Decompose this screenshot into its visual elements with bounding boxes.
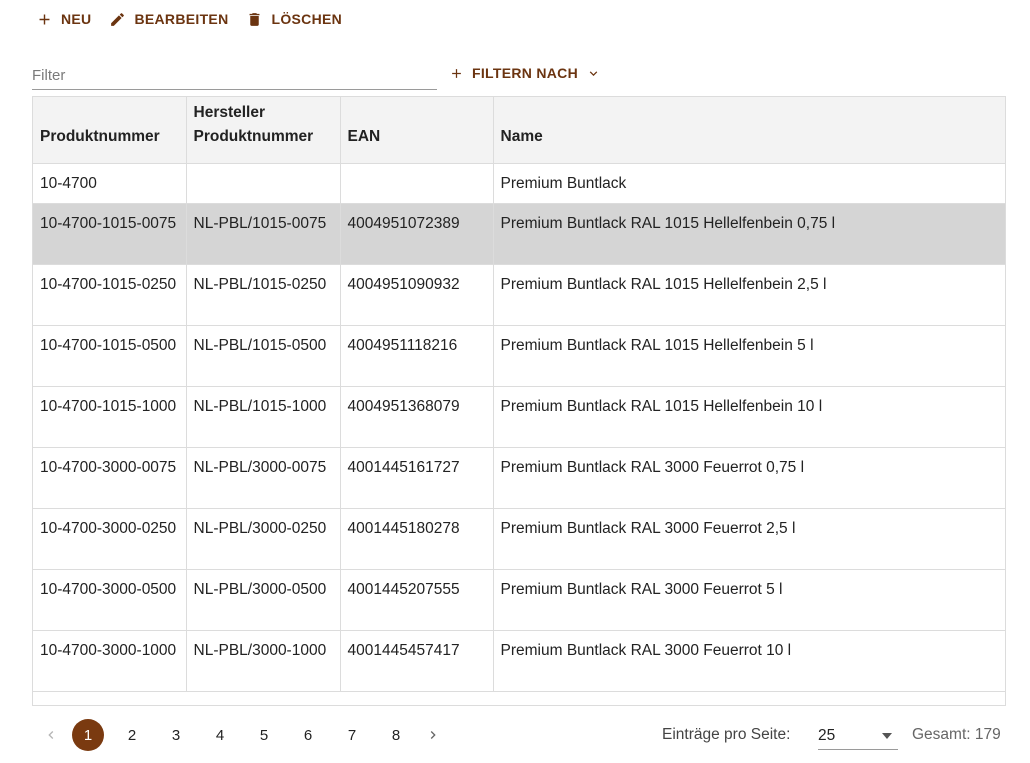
page-button-1[interactable]: 1 bbox=[72, 719, 104, 751]
table-row[interactable] bbox=[33, 325, 1006, 386]
column-header-name[interactable]: Name bbox=[493, 97, 1006, 163]
cell-ean: 4001445180278 bbox=[340, 508, 493, 569]
filter-by-button[interactable] bbox=[449, 62, 601, 84]
table-row[interactable] bbox=[33, 264, 1006, 325]
per-page-label: Einträge pro Seite: bbox=[662, 726, 791, 743]
filter-input[interactable] bbox=[32, 62, 437, 90]
toolbar bbox=[36, 6, 342, 32]
edit-button[interactable] bbox=[109, 11, 228, 28]
total-count: Gesamt: 179 bbox=[912, 726, 1001, 743]
table-row[interactable] bbox=[33, 508, 1006, 569]
cell-ean: 4004951090932 bbox=[340, 264, 493, 325]
cell-hersteller-produktnummer: NL-PBL/1015-0500 bbox=[186, 325, 340, 386]
column-header-produktnummer[interactable]: Produktnummer bbox=[33, 97, 186, 163]
cell-hersteller-produktnummer: NL-PBL/3000-0075 bbox=[186, 447, 340, 508]
new-button[interactable] bbox=[36, 11, 91, 28]
table-row[interactable] bbox=[33, 163, 1006, 203]
filter-by-label: FILTERN NACH bbox=[472, 65, 578, 81]
page-button-7[interactable]: 7 bbox=[347, 726, 357, 744]
cell-name: Premium Buntlack RAL 1015 Hellelfenbein 5 l bbox=[493, 325, 1006, 386]
page-number-list bbox=[66, 719, 418, 751]
page-button-4[interactable]: 4 bbox=[215, 726, 225, 744]
product-table bbox=[33, 97, 1006, 692]
page-button-3[interactable]: 3 bbox=[171, 726, 181, 744]
pagination bbox=[36, 718, 448, 752]
cell-ean: 4004951072389 bbox=[340, 203, 493, 264]
cell-hersteller-produktnummer: NL-PBL/1015-0250 bbox=[186, 264, 340, 325]
cell-name: Premium Buntlack RAL 1015 Hellelfenbein 0,75 l bbox=[493, 203, 1006, 264]
page-button-2[interactable]: 2 bbox=[127, 726, 137, 744]
cell-ean: 4001445161727 bbox=[340, 447, 493, 508]
per-page-select[interactable] bbox=[818, 722, 898, 750]
cell-hersteller-produktnummer: NL-PBL/3000-0500 bbox=[186, 569, 340, 630]
table-row[interactable] bbox=[33, 386, 1006, 447]
cell-produktnummer: 10-4700-1015-1000 bbox=[33, 386, 186, 447]
product-table-container[interactable] bbox=[32, 96, 1006, 706]
cell-produktnummer: 10-4700-3000-1000 bbox=[33, 630, 186, 691]
edit-button-label: BEARBEITEN bbox=[134, 11, 229, 27]
cell-name: Premium Buntlack RAL 1015 Hellelfenbein 10 l bbox=[493, 386, 1006, 447]
cell-hersteller-produktnummer: NL-PBL/1015-0075 bbox=[186, 203, 340, 264]
filter-row bbox=[32, 58, 652, 92]
cell-ean bbox=[340, 163, 493, 203]
page-button-8[interactable]: 8 bbox=[391, 726, 401, 744]
cell-name: Premium Buntlack bbox=[493, 163, 1006, 203]
plus-icon bbox=[36, 11, 53, 28]
cell-ean: 4004951368079 bbox=[340, 386, 493, 447]
chevron-down-icon bbox=[586, 66, 601, 81]
table-header-row bbox=[33, 97, 1006, 163]
chevron-left-icon bbox=[43, 727, 59, 743]
cell-produktnummer: 10-4700-3000-0500 bbox=[33, 569, 186, 630]
cell-produktnummer: 10-4700-1015-0500 bbox=[33, 325, 186, 386]
cell-produktnummer: 10-4700 bbox=[33, 163, 186, 203]
previous-page-button[interactable] bbox=[36, 720, 66, 750]
cell-name: Premium Buntlack RAL 3000 Feuerrot 5 l bbox=[493, 569, 1006, 630]
next-page-button[interactable] bbox=[418, 720, 448, 750]
cell-name: Premium Buntlack RAL 3000 Feuerrot 0,75 l bbox=[493, 447, 1006, 508]
column-header-hersteller-produktnummer[interactable]: Hersteller Produktnummer bbox=[186, 97, 340, 163]
cell-name: Premium Buntlack RAL 1015 Hellelfenbein 2,5 l bbox=[493, 264, 1006, 325]
cell-hersteller-produktnummer bbox=[186, 163, 340, 203]
pencil-icon bbox=[109, 11, 126, 28]
cell-produktnummer: 10-4700-3000-0075 bbox=[33, 447, 186, 508]
new-button-label: NEU bbox=[61, 11, 92, 27]
cell-ean: 4004951118216 bbox=[340, 325, 493, 386]
cell-hersteller-produktnummer: NL-PBL/3000-0250 bbox=[186, 508, 340, 569]
plus-icon bbox=[449, 66, 464, 81]
cell-hersteller-produktnummer: NL-PBL/3000-1000 bbox=[186, 630, 340, 691]
trash-icon bbox=[246, 11, 263, 28]
table-body bbox=[33, 163, 1006, 691]
page-button-6[interactable]: 6 bbox=[303, 726, 313, 744]
chevron-right-icon bbox=[425, 727, 441, 743]
cell-produktnummer: 10-4700-1015-0075 bbox=[33, 203, 186, 264]
per-page-value: 25 bbox=[818, 726, 836, 744]
page-button-5[interactable]: 5 bbox=[259, 726, 269, 744]
cell-ean: 4001445457417 bbox=[340, 630, 493, 691]
cell-name: Premium Buntlack RAL 3000 Feuerrot 10 l bbox=[493, 630, 1006, 691]
delete-button-label: LÖSCHEN bbox=[271, 11, 343, 27]
cell-ean: 4001445207555 bbox=[340, 569, 493, 630]
cell-produktnummer: 10-4700-1015-0250 bbox=[33, 264, 186, 325]
cell-hersteller-produktnummer: NL-PBL/1015-1000 bbox=[186, 386, 340, 447]
column-header-ean[interactable]: EAN bbox=[340, 97, 493, 163]
dropdown-caret-icon bbox=[882, 733, 892, 739]
cell-produktnummer: 10-4700-3000-0250 bbox=[33, 508, 186, 569]
table-row[interactable] bbox=[33, 630, 1006, 691]
table-row[interactable] bbox=[33, 569, 1006, 630]
table-row[interactable] bbox=[33, 447, 1006, 508]
delete-button[interactable] bbox=[246, 11, 342, 28]
cell-name: Premium Buntlack RAL 3000 Feuerrot 2,5 l bbox=[493, 508, 1006, 569]
table-row[interactable] bbox=[33, 203, 1006, 264]
